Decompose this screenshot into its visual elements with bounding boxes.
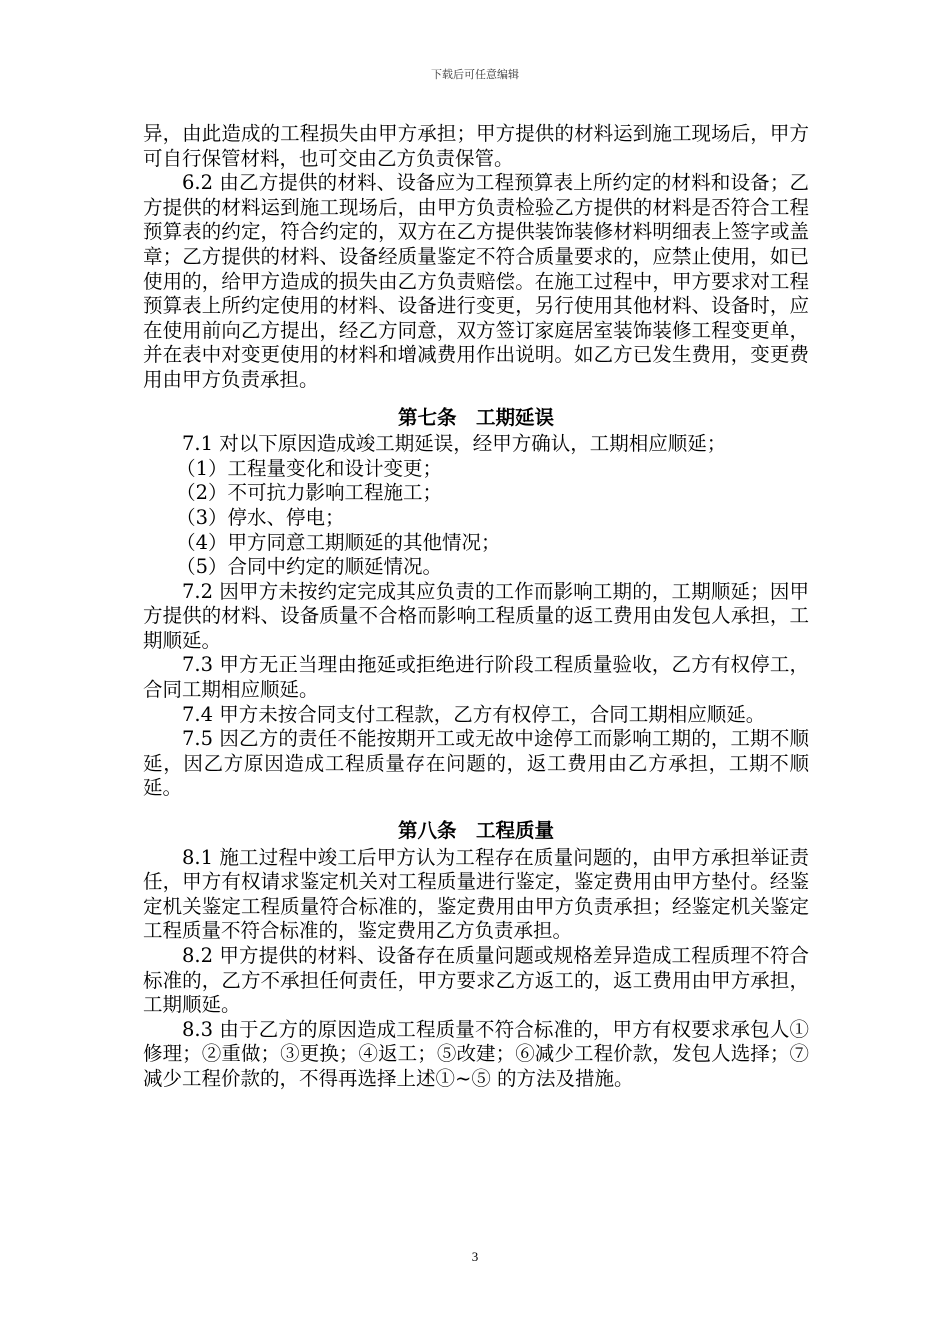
list-item: （1）工程量变化和设计变更； xyxy=(176,456,443,480)
paragraph-8-2: 8.2 甲方提供的材料、设备存在质量问题或规格差异造成工程质理不符合标准的，乙方不承担任何责任，甲方要求乙方返工的，返工费用由甲方承担，工期顺延。 xyxy=(143,944,809,1017)
list-item: （5）合同中约定的顺延情况。 xyxy=(176,555,443,579)
page-header: 下载后可任意编辑 xyxy=(431,68,519,81)
paragraph-7-5: 7.5 因乙方的责任不能按期开工或无故中途停工而影响工期的，工期不顺延，因乙方原因造成工程质量存在问题的，返工费用由乙方承担，工期不顺延。 xyxy=(143,727,809,800)
section-7-title: 第七条 工期延误 xyxy=(397,405,554,429)
paragraph-7-3: 7.3 甲方无正当理由拖延或拒绝进行阶段工程质量验收，乙方有权停工，合同工期相应顺延。 xyxy=(143,653,809,702)
paragraph-8-1: 8.1 施工过程中竣工后甲方认为工程存在质量问题的，由甲方承担举证责任，甲方有权请求鉴定机关对工程质量进行鉴定，鉴定费用由甲方垫付。经鉴定机关鉴定工程质量符合标准的，鉴定费用由甲方负责承担；经鉴定机关鉴定工程质量不符合标准的，鉴定费用乙方负责承担。 xyxy=(143,845,809,943)
paragraph-7-4: 7.4 甲方未按合同支付工程款，乙方有权停工，合同工期相应顺延。 xyxy=(182,702,766,726)
paragraph-8-3: 8.3 由于乙方的原因造成工程质量不符合标准的，甲方有权要求承包人①修理；②重做；③更换；④返工；⑤改建；⑥减少工程价款，发包人选择；⑦减少工程价款的，不得再选择上述①~⑤ 的方法及措施。 xyxy=(143,1017,809,1090)
paragraph-6-2: 6.2 由乙方提供的材料、设备应为工程预算表上所约定的材料和设备；乙方提供的材料运到施工现场后，由甲方负责检验乙方提供的材料是否符合工程预算表的约定，符合约定的，双方在乙方提供装饰装修材料明细表上签字或盖章；乙方提供的材料、设备经质量鉴定不符合质量要求的，应禁止使用，如已使用的，给甲方造成的损失由乙方负责赔偿。在施工过程中，甲方要求对工程预算表上所约定使用的材料、设备进行变更，另行使用其他材料、设备时，应在使用前向乙方提出，经乙方同意，双方签订家庭居室装饰装修工程变更单，并在表中对变更使用的材料和增减费用作出说明。如乙方已发生费用，变更费用由甲方负责承担。 xyxy=(143,171,809,391)
paragraph-7-2: 7.2 因甲方未按约定完成其应负责的工作而影响工期的，工期顺延；因甲方提供的材料、设备质量不合格而影响工程质量的返工费用由发包人承担，工期顺延。 xyxy=(143,579,809,652)
document-body xyxy=(143,122,809,1092)
list-item: （3）停水、停电； xyxy=(176,505,345,529)
paragraph-6-1-continued: 异，由此造成的工程损失由甲方承担；甲方提供的材料运到施工现场后，甲方可自行保管材料，也可交由乙方负责保管。 xyxy=(143,122,809,170)
paragraph-7-1: 7.1 对以下原因造成竣工期延误，经甲方确认，工期相应顺延； xyxy=(182,432,727,456)
list-item: （2）不可抗力影响工程施工； xyxy=(176,481,443,505)
list-item: （4）甲方同意工期顺延的其他情况； xyxy=(176,530,501,554)
page-number: 3 xyxy=(471,1249,479,1264)
section-8-title: 第八条 工程质量 xyxy=(397,819,554,843)
